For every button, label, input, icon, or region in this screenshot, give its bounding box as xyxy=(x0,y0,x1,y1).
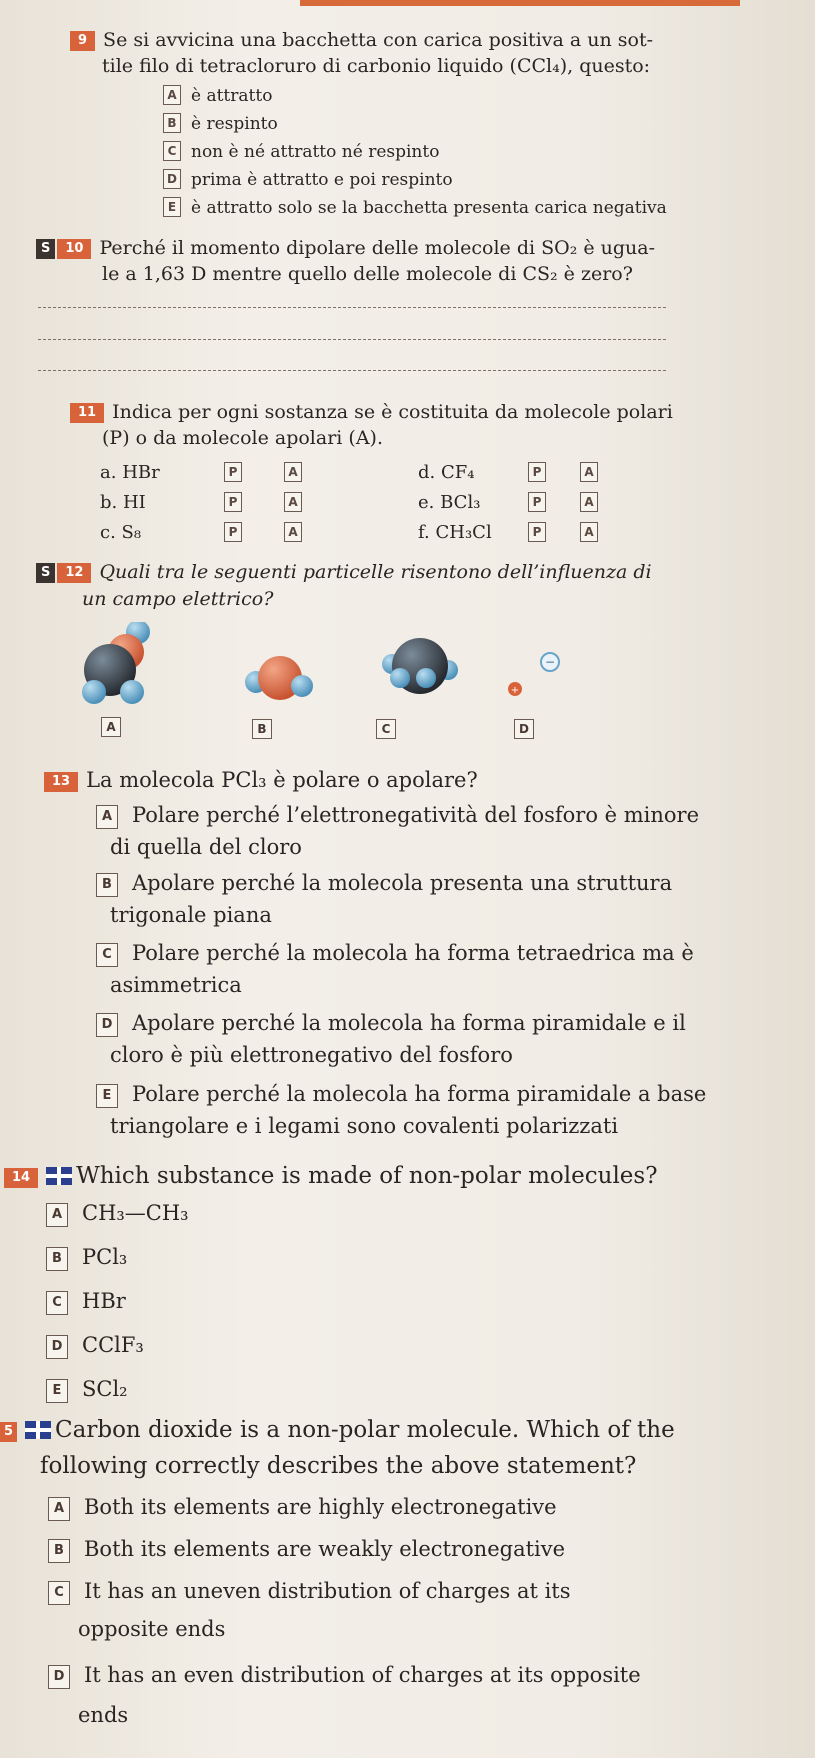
q13-option-e[interactable] xyxy=(96,1079,706,1109)
polar-box-letter: P xyxy=(224,522,242,542)
q13-text: La molecola PCl₃ è polare o apolare? xyxy=(86,768,478,792)
q11-number: 11 xyxy=(70,403,104,423)
item-formula: CF₄ xyxy=(440,462,475,483)
q14-option-d-text: CClF₃ xyxy=(82,1333,144,1357)
top-accent-bar xyxy=(300,0,740,6)
apolar-box-letter: A xyxy=(284,462,302,482)
uk-flag-icon xyxy=(46,1167,72,1185)
q15-option-d[interactable] xyxy=(48,1660,641,1690)
q10-text2: le a 1,63 D mentre quello delle molecole di CS₂ è zero? xyxy=(102,263,633,285)
q11-e-apolar-box[interactable] xyxy=(580,492,608,513)
q11-item-b xyxy=(100,492,146,513)
q12-option-c[interactable]: C xyxy=(376,719,396,739)
q13-option-a-text2: di quella del cloro xyxy=(110,835,302,859)
flag-cross xyxy=(57,1167,61,1185)
uk-flag-icon xyxy=(25,1421,51,1439)
q11-d-apolar-box[interactable] xyxy=(580,462,608,483)
q13-number: 13 xyxy=(44,772,78,792)
q13-option-d-text1: Apolare perché la molecola ha forma piramidale e il xyxy=(132,1011,686,1035)
q12-option-d[interactable]: D xyxy=(514,719,534,739)
item-label: f. xyxy=(418,522,430,543)
q13-option-e-text2: triangolare e i legami sono covalenti polarizzati xyxy=(110,1114,619,1138)
q9-number: 9 xyxy=(70,31,95,51)
answer-line[interactable] xyxy=(38,370,666,371)
polar-box-letter: P xyxy=(528,492,546,512)
q15-option-d-text1: It has an even distribution of charges at its opposite xyxy=(84,1663,641,1687)
q12-option-a[interactable]: A xyxy=(101,717,121,737)
q14-option-e-text: SCl₂ xyxy=(82,1377,128,1401)
q14-option-c-letter: C xyxy=(46,1291,68,1315)
q14-option-b-text: PCl₃ xyxy=(82,1245,128,1269)
q14-text: Which substance is made of non-polar molecules? xyxy=(76,1163,658,1189)
item-label: e. xyxy=(418,492,435,513)
q13-option-a[interactable] xyxy=(96,800,699,830)
q12-option-b[interactable]: B xyxy=(252,719,272,739)
item-formula: CH₃Cl xyxy=(435,522,492,543)
q14-option-a-text: CH₃—CH₃ xyxy=(82,1201,189,1225)
q13-option-c-letter: C xyxy=(96,943,118,967)
q10-line1 xyxy=(36,234,655,262)
q12-s-badge: S xyxy=(36,563,55,583)
polar-box-letter: P xyxy=(224,492,242,512)
q14-option-b-letter: B xyxy=(46,1247,68,1271)
q11-d-polar-box[interactable] xyxy=(528,462,556,483)
q14-line xyxy=(4,1162,658,1190)
apolar-box-letter: A xyxy=(580,522,598,542)
q11-a-polar-box[interactable] xyxy=(224,462,252,483)
q11-text1: Indica per ogni sostanza se è costituita da molecole polari xyxy=(112,401,673,423)
q9-option-d[interactable] xyxy=(163,168,453,192)
q9-option-e-letter: E xyxy=(163,197,181,217)
q11-c-apolar-box[interactable] xyxy=(284,522,312,543)
q15-line1 xyxy=(0,1416,675,1444)
q12-line1 xyxy=(36,558,652,586)
q11-item-a xyxy=(100,462,160,483)
q14-option-b[interactable] xyxy=(46,1242,127,1272)
q15-option-a-letter: A xyxy=(48,1497,70,1521)
q14-option-d-letter: D xyxy=(46,1335,68,1359)
answer-line[interactable] xyxy=(38,307,666,308)
q9-option-d-text: prima è attratto e poi respinto xyxy=(191,170,453,190)
q15-option-a-text1: Both its elements are highly electronegative xyxy=(84,1495,557,1519)
q9-option-a-letter: A xyxy=(163,85,181,105)
item-formula: HBr xyxy=(122,462,160,483)
q10-s-badge: S xyxy=(36,239,55,259)
molecule-b xyxy=(245,656,313,700)
answer-line[interactable] xyxy=(38,339,666,340)
q11-a-apolar-box[interactable] xyxy=(284,462,312,483)
q15-option-c-text1: It has an uneven distribution of charges at its xyxy=(84,1579,571,1603)
q9-option-c-letter: C xyxy=(163,141,181,161)
q11-e-polar-box[interactable] xyxy=(528,492,556,513)
q13-option-e-text1: Polare perché la molecola ha forma piramidale a base xyxy=(132,1082,707,1106)
q9-line1 xyxy=(70,26,653,54)
q15-option-c[interactable] xyxy=(48,1576,571,1606)
q15-option-d-letter: D xyxy=(48,1665,70,1689)
polar-box-letter: P xyxy=(528,522,546,542)
q12-text2: un campo elettrico? xyxy=(82,588,274,610)
q9-text2: tile filo di tetracloruro di carbonio liquido (CCl₄), questo: xyxy=(102,55,651,77)
item-label: d. xyxy=(418,462,436,483)
q14-number: 14 xyxy=(4,1168,38,1188)
q11-item-f xyxy=(418,522,492,543)
q15-number: 5 xyxy=(0,1422,17,1442)
q9-option-a[interactable] xyxy=(163,84,272,108)
item-label: c. xyxy=(100,522,116,543)
q9-option-c[interactable] xyxy=(163,140,439,164)
q15-text1: Carbon dioxide is a non-polar molecule. Which of the xyxy=(55,1417,675,1443)
molecules-illustration xyxy=(80,622,580,712)
q15-option-d-text2: ends xyxy=(78,1703,129,1727)
q11-item-d xyxy=(418,462,474,483)
q9-option-b[interactable] xyxy=(163,112,278,136)
q14-option-c-text: HBr xyxy=(82,1289,126,1313)
apolar-box-letter: A xyxy=(580,492,598,512)
q11-line1 xyxy=(70,398,673,426)
q9-option-b-letter: B xyxy=(163,113,181,133)
q14-option-d[interactable] xyxy=(46,1330,144,1360)
minus-sign: − xyxy=(544,655,556,669)
q15-option-c-text2: opposite ends xyxy=(78,1617,226,1641)
molecule-a xyxy=(82,622,150,704)
q11-text2: (P) o da molecole apolari (A). xyxy=(102,427,383,449)
q15-text2: following correctly describes the above statement? xyxy=(40,1453,637,1479)
q9-option-d-letter: D xyxy=(163,169,181,189)
q13-option-d-letter: D xyxy=(96,1013,118,1037)
q9-option-e[interactable] xyxy=(163,196,667,220)
q9-option-c-text: non è né attratto né respinto xyxy=(191,142,440,162)
polar-box-letter: P xyxy=(528,462,546,482)
q13-option-c-text2: asimmetrica xyxy=(110,973,242,997)
item-formula: HI xyxy=(122,492,146,513)
q14-option-e-letter: E xyxy=(46,1379,68,1403)
q15-option-b[interactable] xyxy=(48,1534,565,1564)
q13-line xyxy=(44,766,478,794)
q13-option-d-text2: cloro è più elettronegativo del fosforo xyxy=(110,1043,513,1067)
q10-number: 10 xyxy=(57,239,91,259)
q14-option-e[interactable] xyxy=(46,1374,128,1404)
q14-option-c[interactable] xyxy=(46,1286,126,1316)
molecule-c xyxy=(382,638,458,694)
q11-item-c xyxy=(100,522,141,543)
q13-option-b-letter: B xyxy=(96,873,118,897)
ions-d xyxy=(508,653,559,696)
q13-option-b[interactable] xyxy=(96,868,672,898)
q11-b-apolar-box[interactable] xyxy=(284,492,312,513)
q11-b-polar-box[interactable] xyxy=(224,492,252,513)
q15-option-a[interactable] xyxy=(48,1492,557,1522)
q13-option-c-text1: Polare perché la molecola ha forma tetraedrica ma è xyxy=(132,941,694,965)
apolar-box-letter: A xyxy=(284,522,302,542)
item-formula: S₈ xyxy=(121,522,142,543)
q9-text1: Se si avvicina una bacchetta con carica positiva a un sot- xyxy=(103,29,653,51)
apolar-box-letter: A xyxy=(580,462,598,482)
q13-option-a-text1: Polare perché l’elettronegatività del fosforo è minore xyxy=(132,803,699,827)
q11-f-apolar-box[interactable] xyxy=(580,522,608,543)
item-label: a. xyxy=(100,462,117,483)
q13-option-e-letter: E xyxy=(96,1084,118,1108)
q15-option-b-letter: B xyxy=(48,1539,70,1563)
q11-f-polar-box[interactable] xyxy=(528,522,556,543)
q9-option-b-text: è respinto xyxy=(191,114,278,134)
q14-option-a[interactable] xyxy=(46,1198,189,1228)
q15-option-b-text1: Both its elements are weakly electronegative xyxy=(84,1537,566,1561)
item-formula: BCl₃ xyxy=(440,492,481,513)
apolar-box-letter: A xyxy=(284,492,302,512)
q13-option-b-text1: Apolare perché la molecola presenta una struttura xyxy=(132,871,673,895)
plus-sign: + xyxy=(510,685,520,696)
q12-number: 12 xyxy=(57,563,91,583)
q13-option-d[interactable] xyxy=(96,1008,686,1038)
q13-option-a-letter: A xyxy=(96,805,118,829)
q10-text1: Perché il momento dipolare delle molecole di SO₂ è ugua- xyxy=(99,237,656,259)
q9-option-e-text: è attratto solo se la bacchetta presenta carica negativa xyxy=(191,198,667,218)
flag-cross xyxy=(36,1421,40,1439)
q13-option-b-text2: trigonale piana xyxy=(110,903,272,927)
q11-item-e xyxy=(418,492,480,513)
q11-c-polar-box[interactable] xyxy=(224,522,252,543)
q13-option-c[interactable] xyxy=(96,938,694,968)
q15-option-c-letter: C xyxy=(48,1581,70,1605)
polar-box-letter: P xyxy=(224,462,242,482)
q9-option-a-text: è attratto xyxy=(191,86,273,106)
item-label: b. xyxy=(100,492,118,513)
q12-text1: Quali tra le seguenti particelle risentono dell’influenza di xyxy=(99,561,652,583)
q14-option-a-letter: A xyxy=(46,1203,68,1227)
